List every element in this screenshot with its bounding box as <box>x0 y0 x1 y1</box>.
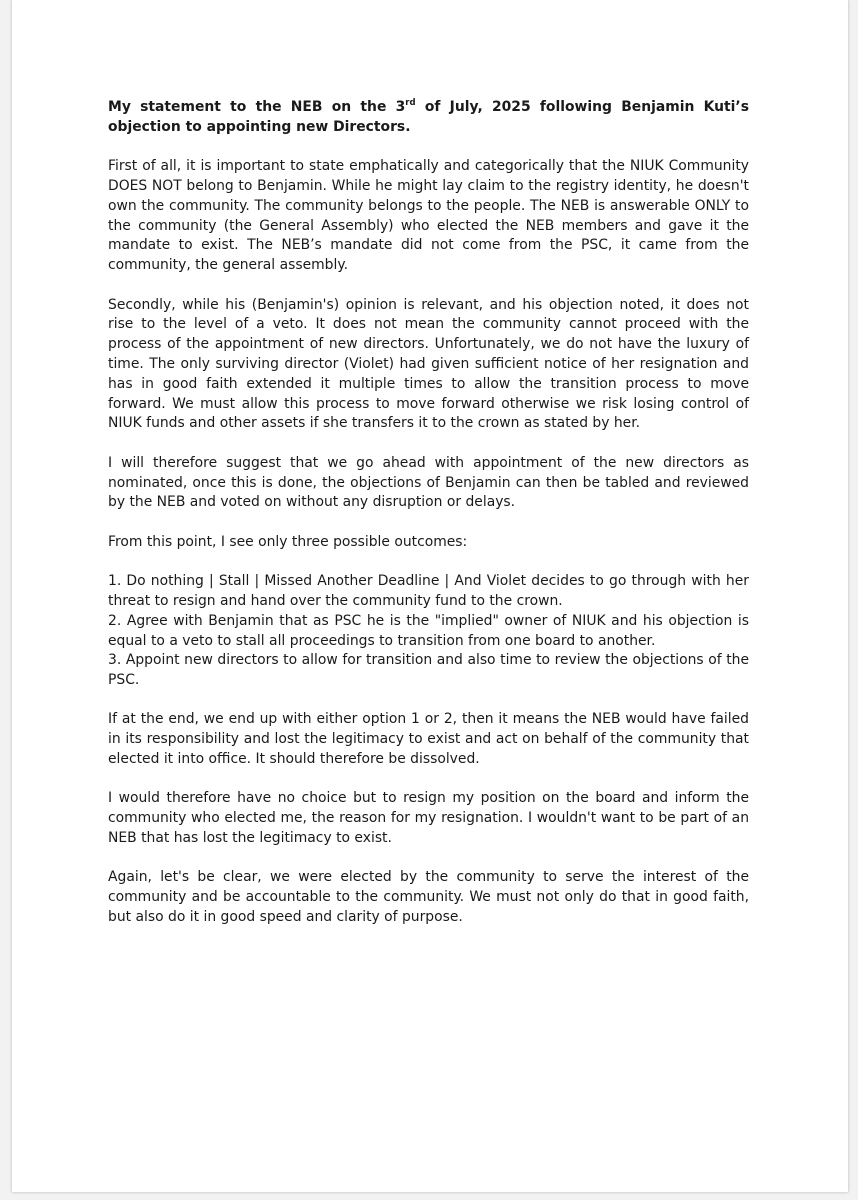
paragraph-ownership: First of all, it is important to state emphatically and categorically that the NIUK Community DOES NOT belong to Benjamin. While he might lay claim to the registry identity, he doesn't own the community. The community belongs to the people. The NEB is answerable ONLY to the community (the General Assembly) who elected the NEB members and gave it the mandate to exist. The NEB’s mandate did not come from the PSC, it came from the community, the general assembly. <box>108 158 749 274</box>
list-item: 2. Agree with Benjamin that as PSC he is the "implied" owner of NIUK and his objection is equal to a veto to stall all proceedings to transition from one board to another. <box>108 612 749 649</box>
document-body <box>108 98 749 947</box>
paragraph-resignation: I would therefore have no choice but to resign my position on the board and inform the community who elected me, the reason for my resignation. I wouldn't want to be part of an NEB that has lost the legitimacy to exist. <box>108 790 749 847</box>
document-title <box>108 98 749 138</box>
list-item: 3. Appoint new directors to allow for transition and also time to review the objections of the PSC. <box>108 652 749 689</box>
paragraph-objection-not-veto: Secondly, while his (Benjamin's) opinion is relevant, and his objection noted, it does not rise to the level of a veto. It does not mean the community cannot proceed with the process of the appointment of new directors. Unfortunately, we do not have the luxury of time. The only surviving director (Violet) had given sufficient notice of her resignation and has in good faith extended it multiple times to allow the transition process to move forward. We must allow this process to move forward otherwise we risk losing control of NIUK funds and other assets if she transfers it to the crown as stated by her. <box>108 296 749 432</box>
title-text-start: My statement to the NEB on the 3 <box>108 99 406 115</box>
paragraph-failure-consequence: If at the end, we end up with either option 1 or 2, then it means the NEB would have failed in its responsibility and lost the legitimacy to exist and act on behalf of the community that elected it into office. It should therefore be dissolved. <box>108 711 749 768</box>
document-page <box>12 0 848 1192</box>
paragraph-closing: Again, let's be clear, we were elected by the community to serve the interest of the community and be accountable to the community. We must not only do that in good faith, but also do it in good speed and clarity of purpose. <box>108 869 749 926</box>
outcomes-list <box>108 572 749 691</box>
paragraph-suggestion: I will therefore suggest that we go ahead with appointment of the new directors as nominated, once this is done, the objections of Benjamin can then be tabled and reviewed by the NEB and voted on without any disruption or delays. <box>108 454 749 511</box>
list-item: 1. Do nothing | Stall | Missed Another Deadline | And Violet decides to go through with her threat to resign and hand over the community fund to the crown. <box>108 573 749 609</box>
title-text-end: of July, 2025 following Benjamin Kuti’s objection to appointing new Directors. <box>108 99 749 135</box>
title-ordinal-suffix: rd <box>405 98 416 108</box>
paragraph-outcomes-intro: From this point, I see only three possible outcomes: <box>108 533 468 550</box>
